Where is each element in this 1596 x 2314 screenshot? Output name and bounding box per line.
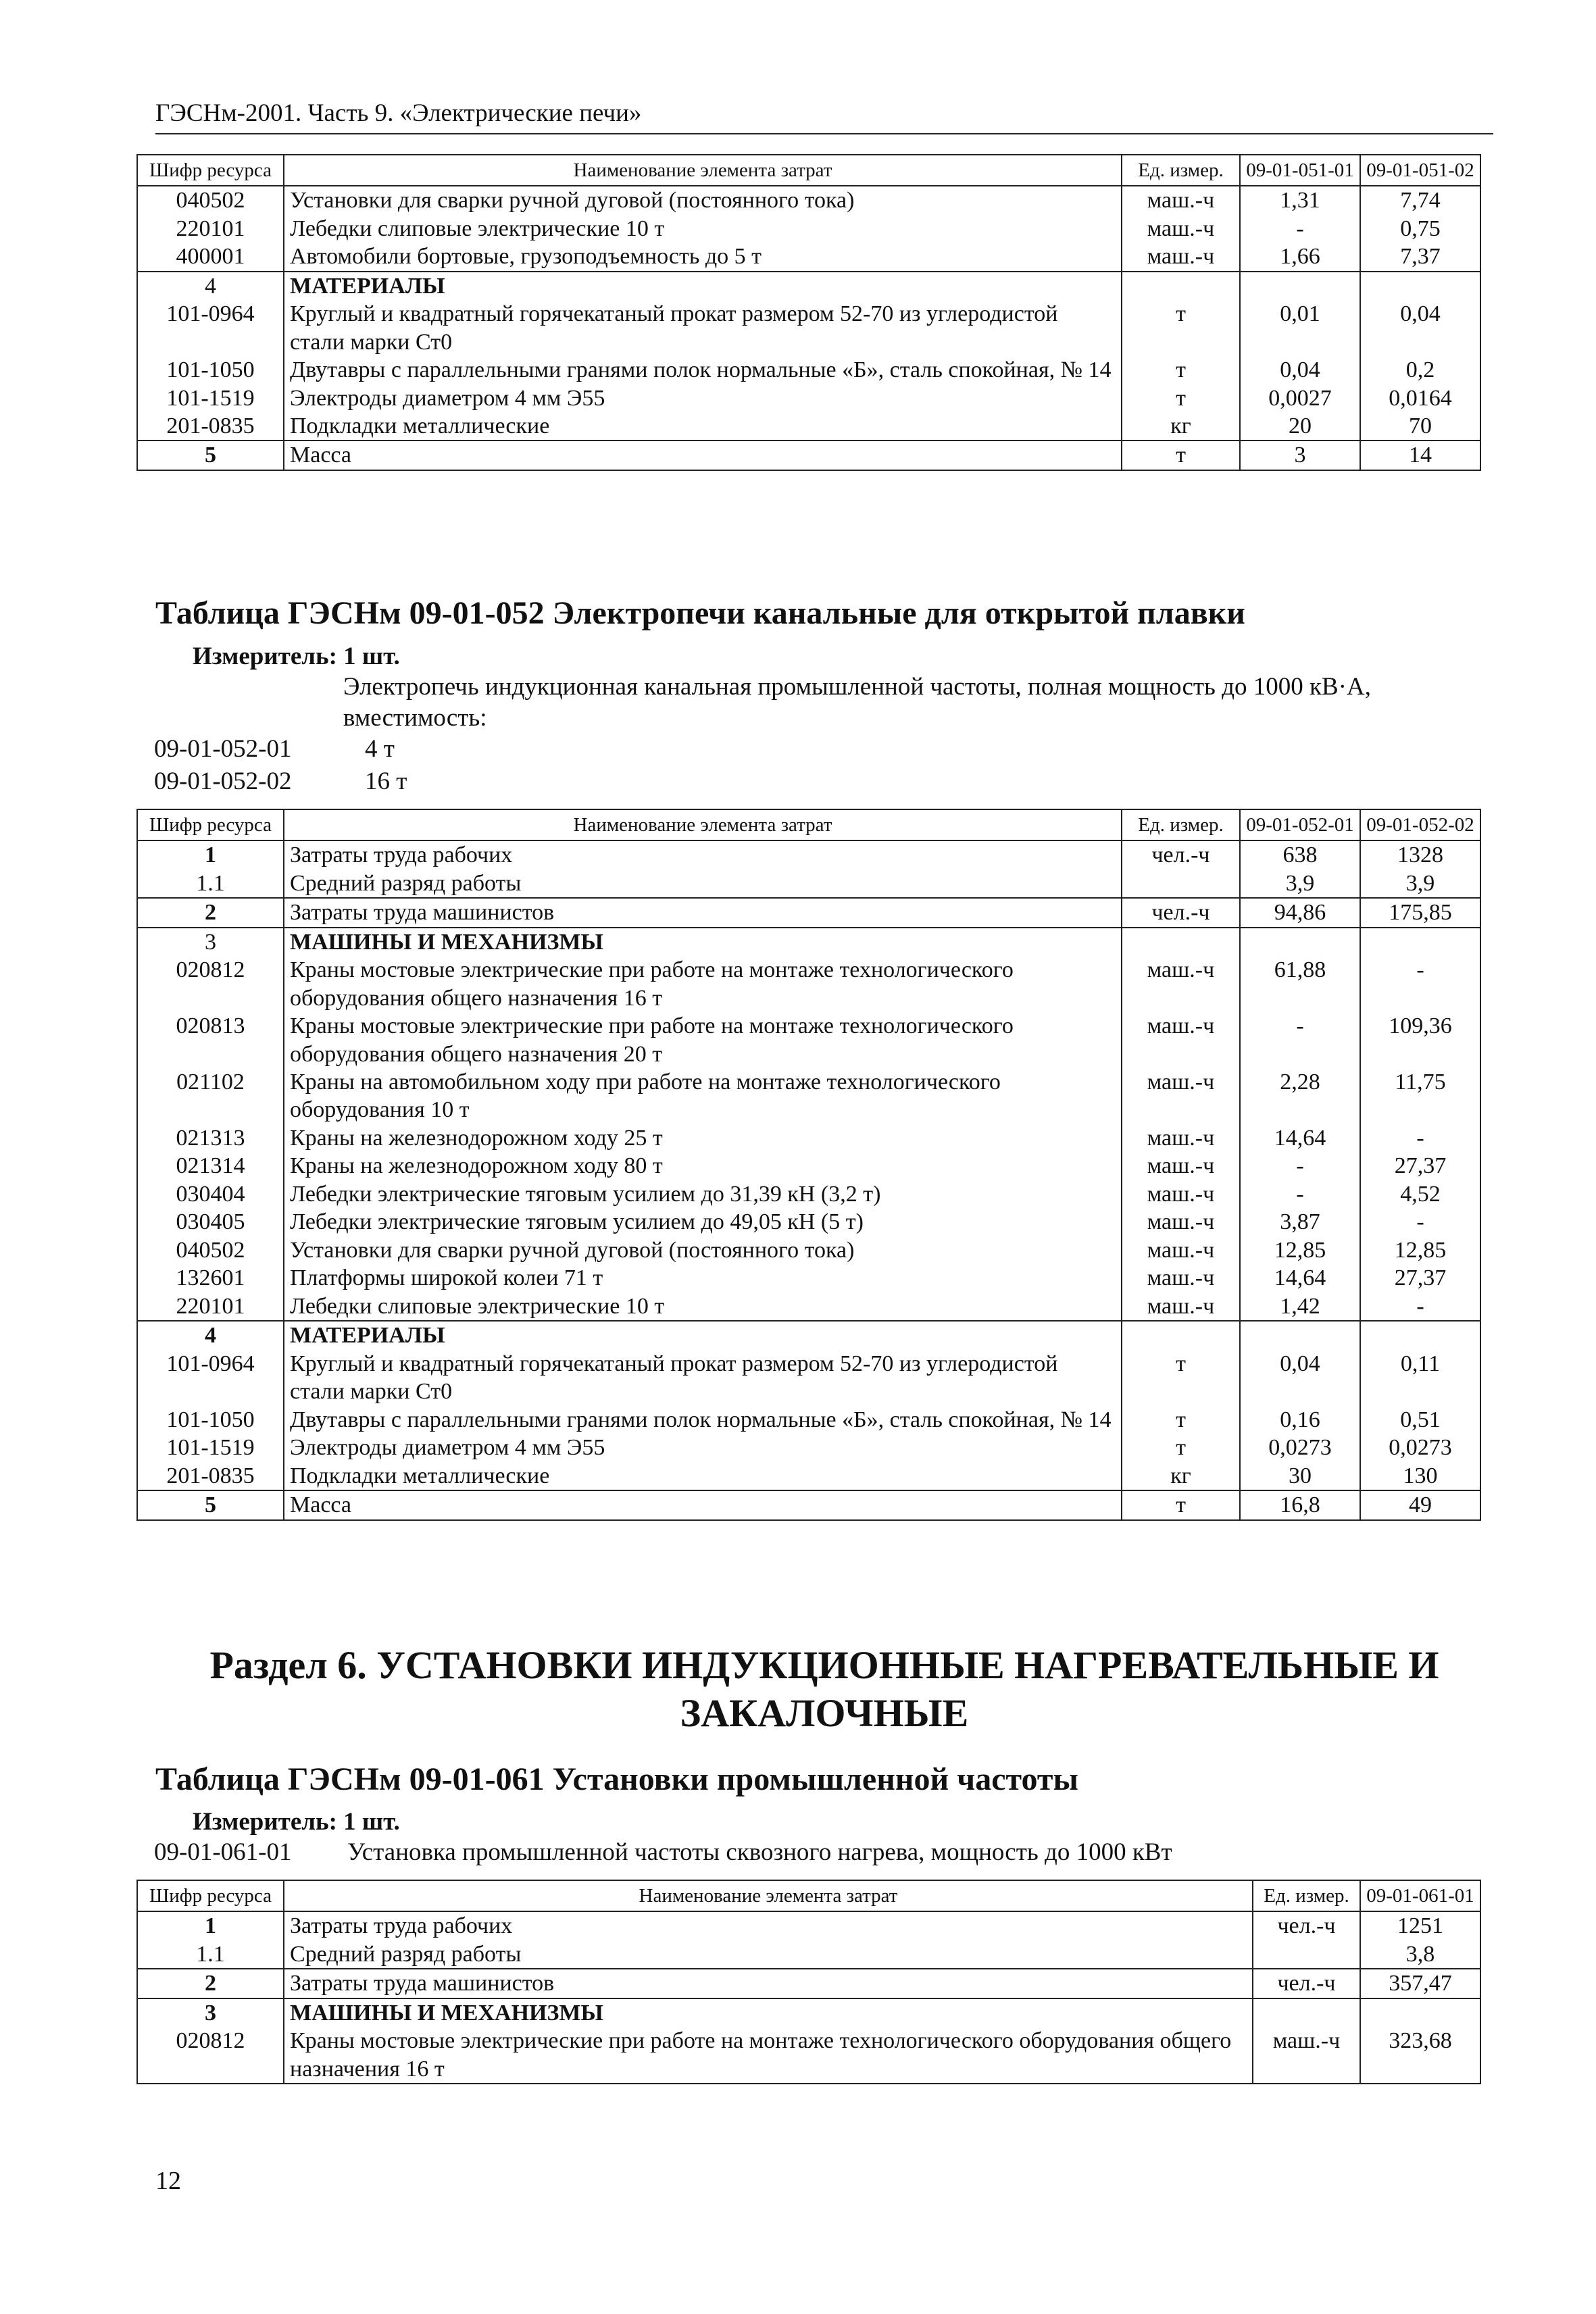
value-051-02: 14 (1360, 441, 1480, 470)
column-header-name: Наименование элемента затрат (284, 1880, 1253, 1911)
table-row (137, 412, 1480, 441)
unit: т (1122, 384, 1240, 412)
resource-table-051 (136, 154, 1480, 471)
variant-value: 4 т (365, 735, 395, 763)
cost-element-name: Затраты труда машинистов (284, 898, 1122, 927)
cost-element-name: Подкладки металлические (284, 412, 1122, 441)
value-052-02: 12,85 (1360, 1236, 1480, 1264)
table-row (137, 441, 1480, 470)
value-052-02: 27,37 (1360, 1152, 1480, 1180)
value-052-02: 109,36 (1360, 1012, 1480, 1068)
table-row (137, 1321, 1480, 1349)
table-row (137, 1292, 1480, 1321)
unit: маш.-ч (1122, 243, 1240, 271)
table-row (137, 1434, 1480, 1461)
value-061-01 (1360, 1998, 1480, 2027)
cost-element-name: Двутавры с параллельными гранями полок нормальные «Б», сталь спокойная, № 14 (284, 1406, 1122, 1434)
column-header-unit: Ед. измер. (1122, 155, 1240, 186)
unit: маш.-ч (1122, 1236, 1240, 1264)
resource-code: 201-0835 (137, 1462, 284, 1490)
value-052-01: 3,87 (1240, 1208, 1360, 1236)
column-header-code: Шифр ресурса (137, 155, 284, 186)
resource-code: 132601 (137, 1264, 284, 1292)
cost-element-name: Подкладки металлические (284, 1462, 1122, 1490)
unit: т (1122, 1350, 1240, 1406)
unit: т (1122, 1406, 1240, 1434)
value-051-02: 0,75 (1360, 215, 1480, 243)
table-row (137, 384, 1480, 412)
table-row (137, 1264, 1480, 1292)
value-052-02: 0,51 (1360, 1406, 1480, 1434)
unit: чел.-ч (1122, 898, 1240, 927)
table-row (137, 1406, 1480, 1434)
table-row (137, 928, 1480, 956)
value-052-01: 94,86 (1240, 898, 1360, 927)
value-052-01 (1240, 928, 1360, 956)
value-051-01: 1,66 (1240, 243, 1360, 271)
unit: т (1122, 1490, 1240, 1519)
resource-code: 101-1519 (137, 384, 284, 412)
resource-code: 201-0835 (137, 412, 284, 441)
cost-element-name: Краны мостовые электрические при работе на монтаже технологического оборудования общего назначения 16 т (284, 956, 1122, 1012)
cost-element-name: Электроды диаметром 4 мм Э55 (284, 1434, 1122, 1461)
value-051-02: 70 (1360, 412, 1480, 441)
value-051-01: - (1240, 215, 1360, 243)
value-051-01: 0,04 (1240, 356, 1360, 384)
value-051-02: 0,2 (1360, 356, 1480, 384)
resource-code: 101-0964 (137, 300, 284, 356)
unit (1253, 1940, 1360, 1969)
resource-code: 5 (137, 441, 284, 470)
unit: т (1122, 1434, 1240, 1461)
value-052-02: - (1360, 1124, 1480, 1152)
value-052-01: 14,64 (1240, 1124, 1360, 1152)
unit: чел.-ч (1122, 840, 1240, 869)
table-row (137, 243, 1480, 271)
value-052-02: 0,11 (1360, 1350, 1480, 1406)
resource-code: 040502 (137, 1236, 284, 1264)
table-title-061: Таблица ГЭСНм 09-01-061 Установки промышленной частоты (155, 1761, 1078, 1797)
variant-value: 16 т (365, 768, 407, 795)
value-051-02: 7,37 (1360, 243, 1480, 271)
unit: маш.-ч (1122, 1068, 1240, 1124)
cost-element-name: Краны мостовые электрические при работе на монтаже технологического оборудования общего назначения 20 т (284, 1012, 1122, 1068)
unit: т (1122, 300, 1240, 356)
column-header-061-01: 09-01-061-01 (1360, 1880, 1480, 1911)
value-052-01: - (1240, 1012, 1360, 1068)
cost-element-name: Краны на автомобильном ходу при работе на монтаже технологического оборудования 10 т (284, 1068, 1122, 1124)
cost-element-name: Платформы широкой колеи 71 т (284, 1264, 1122, 1292)
unit: кг (1122, 1462, 1240, 1490)
resource-code: 030404 (137, 1180, 284, 1208)
group-heading: МАТЕРИАЛЫ (284, 272, 1122, 300)
value-052-01: 3,9 (1240, 870, 1360, 898)
group-heading: МАТЕРИАЛЫ (284, 1321, 1122, 1349)
unit (1122, 1321, 1240, 1349)
table-row (137, 1998, 1480, 2027)
group-heading: МАШИНЫ И МЕХАНИЗМЫ (284, 928, 1122, 956)
resource-table-052 (136, 809, 1480, 1521)
value-052-01: - (1240, 1180, 1360, 1208)
cost-element-name: Лебедки слиповые электрические 10 т (284, 1292, 1122, 1321)
table-row (137, 2027, 1480, 2084)
value-052-01: 30 (1240, 1462, 1360, 1490)
table-row (137, 1012, 1480, 1068)
measure-label-061: Измеритель: 1 шт. (193, 1808, 400, 1836)
value-052-02: 130 (1360, 1462, 1480, 1490)
value-051-01: 0,01 (1240, 300, 1360, 356)
cost-element-name: Круглый и квадратный горячекатаный прокат размером 52-70 из углеродистой стали марки Ст0 (284, 300, 1122, 356)
cost-element-name: Средний разряд работы (284, 1940, 1253, 1969)
resource-code: 101-0964 (137, 1350, 284, 1406)
resource-code: 030405 (137, 1208, 284, 1236)
resource-code: 3 (137, 928, 284, 956)
value-051-01: 20 (1240, 412, 1360, 441)
value-052-01: 0,04 (1240, 1350, 1360, 1406)
cost-element-name: Электроды диаметром 4 мм Э55 (284, 384, 1122, 412)
value-061-01: 1251 (1360, 1911, 1480, 1940)
resource-code: 400001 (137, 243, 284, 271)
resource-code: 101-1050 (137, 356, 284, 384)
value-052-01: 12,85 (1240, 1236, 1360, 1264)
value-052-02: 1328 (1360, 840, 1480, 869)
table-row (137, 1124, 1480, 1152)
resource-code: 5 (137, 1490, 284, 1519)
value-052-01: 16,8 (1240, 1490, 1360, 1519)
cost-element-name: Установки для сварки ручной дуговой (постоянного тока) (284, 186, 1122, 214)
table-row (137, 215, 1480, 243)
unit (1253, 1998, 1360, 2027)
table-row (137, 356, 1480, 384)
resource-table-061 (136, 1880, 1480, 2084)
variant-code: 09-01-061-01 (154, 1838, 292, 1866)
value-052-02: 27,37 (1360, 1264, 1480, 1292)
table-row (137, 1068, 1480, 1124)
resource-code: 1.1 (137, 1940, 284, 1969)
column-header-051-01: 09-01-051-01 (1240, 155, 1360, 186)
value-052-02: 11,75 (1360, 1068, 1480, 1124)
column-header-unit: Ед. измер. (1122, 809, 1240, 840)
resource-code: 1 (137, 1911, 284, 1940)
value-051-02: 0,0164 (1360, 384, 1480, 412)
unit: маш.-ч (1122, 1012, 1240, 1068)
resource-code: 021314 (137, 1152, 284, 1180)
value-052-01: 0,16 (1240, 1406, 1360, 1434)
resource-code: 040502 (137, 186, 284, 214)
resource-code: 220101 (137, 1292, 284, 1321)
table-row (137, 1180, 1480, 1208)
table-row (137, 272, 1480, 300)
unit (1122, 272, 1240, 300)
page-header: ГЭСНм-2001. Часть 9. «Электрические печи» (155, 100, 1493, 134)
cost-element-name: Двутавры с параллельными гранями полок нормальные «Б», сталь спокойная, № 14 (284, 356, 1122, 384)
unit: маш.-ч (1122, 1180, 1240, 1208)
group-heading: МАШИНЫ И МЕХАНИЗМЫ (284, 1998, 1253, 2027)
value-051-01: 0,0027 (1240, 384, 1360, 412)
cost-element-name: Круглый и квадратный горячекатаный прокат размером 52-70 из углеродистой стали марки Ст0 (284, 1350, 1122, 1406)
value-051-01: 3 (1240, 441, 1360, 470)
cost-element-name: Затраты труда рабочих (284, 840, 1122, 869)
table-title-052: Таблица ГЭСНм 09-01-052 Электропечи канальные для открытой плавки (155, 595, 1245, 631)
table-row (137, 898, 1480, 927)
value-052-02: 175,85 (1360, 898, 1480, 927)
resource-code: 101-1519 (137, 1434, 284, 1461)
cost-element-name: Масса (284, 1490, 1122, 1519)
value-052-02: - (1360, 956, 1480, 1012)
value-052-02 (1360, 928, 1480, 956)
variant-description: Установка промышленной частоты сквозного нагрева, мощность до 1000 кВт (347, 1838, 1172, 1866)
resource-code: 020812 (137, 956, 284, 1012)
table-row (137, 1462, 1480, 1490)
value-052-01: 1,42 (1240, 1292, 1360, 1321)
cost-element-name: Краны мостовые электрические при работе на монтаже технологического оборудования общего назначения 16 т (284, 2027, 1253, 2084)
resource-code: 2 (137, 898, 284, 927)
value-052-01: 2,28 (1240, 1068, 1360, 1124)
resource-code: 021102 (137, 1068, 284, 1124)
cost-element-name: Масса (284, 441, 1122, 470)
value-052-01: 61,88 (1240, 956, 1360, 1012)
value-061-01: 323,68 (1360, 2027, 1480, 2084)
value-051-01 (1240, 272, 1360, 300)
unit: маш.-ч (1122, 1152, 1240, 1180)
value-052-02: 49 (1360, 1490, 1480, 1519)
cost-element-name: Затраты труда машинистов (284, 1969, 1253, 1998)
value-051-02: 0,04 (1360, 300, 1480, 356)
unit: маш.-ч (1122, 956, 1240, 1012)
column-header-code: Шифр ресурса (137, 1880, 284, 1911)
resource-code: 020813 (137, 1012, 284, 1068)
resource-code: 101-1050 (137, 1406, 284, 1434)
value-052-02: 3,9 (1360, 870, 1480, 898)
unit: маш.-ч (1122, 1264, 1240, 1292)
unit: маш.-ч (1122, 1292, 1240, 1321)
value-051-02 (1360, 272, 1480, 300)
unit: маш.-ч (1122, 215, 1240, 243)
table-row (137, 870, 1480, 898)
measure-label-052: Измеритель: 1 шт. (193, 643, 400, 670)
resource-code: 3 (137, 1998, 284, 2027)
resource-code: 1 (137, 840, 284, 869)
unit: маш.-ч (1122, 186, 1240, 214)
cost-element-name: Установки для сварки ручной дуговой (постоянного тока) (284, 1236, 1122, 1264)
table-row (137, 1969, 1480, 1998)
column-header-052-02: 09-01-052-02 (1360, 809, 1480, 840)
variant-code: 09-01-052-01 (154, 735, 292, 763)
resource-code: 1.1 (137, 870, 284, 898)
cost-element-name: Автомобили бортовые, грузоподъемность до 5 т (284, 243, 1122, 271)
value-052-01: - (1240, 1152, 1360, 1180)
table-row (137, 1940, 1480, 1969)
unit: т (1122, 441, 1240, 470)
page-number: 12 (155, 2167, 181, 2195)
value-052-02: - (1360, 1208, 1480, 1236)
table-row (137, 1350, 1480, 1406)
table-row (137, 1490, 1480, 1519)
column-header-052-01: 09-01-052-01 (1240, 809, 1360, 840)
cost-element-name: Затраты труда рабочих (284, 1911, 1253, 1940)
value-052-01 (1240, 1321, 1360, 1349)
table-row (137, 300, 1480, 356)
resource-code: 2 (137, 1969, 284, 1998)
column-header-051-02: 09-01-051-02 (1360, 155, 1480, 186)
unit: маш.-ч (1122, 1208, 1240, 1236)
table-row (137, 1236, 1480, 1264)
cost-element-name: Краны на железнодорожном ходу 25 т (284, 1124, 1122, 1152)
cost-element-name: Лебедки электрические тяговым усилием до 31,39 кН (3,2 т) (284, 1180, 1122, 1208)
cost-element-name: Краны на железнодорожном ходу 80 т (284, 1152, 1122, 1180)
value-061-01: 357,47 (1360, 1969, 1480, 1998)
unit: кг (1122, 412, 1240, 441)
column-header-code: Шифр ресурса (137, 809, 284, 840)
resource-code: 021313 (137, 1124, 284, 1152)
cost-element-name: Средний разряд работы (284, 870, 1122, 898)
unit (1122, 928, 1240, 956)
unit (1122, 870, 1240, 898)
resource-code: 4 (137, 272, 284, 300)
table-row (137, 956, 1480, 1012)
resource-code: 220101 (137, 215, 284, 243)
value-052-02: 0,0273 (1360, 1434, 1480, 1461)
column-header-name: Наименование элемента затрат (284, 809, 1122, 840)
column-header-name: Наименование элемента затрат (284, 155, 1122, 186)
value-052-01: 0,0273 (1240, 1434, 1360, 1461)
table-row (137, 1208, 1480, 1236)
variant-code: 09-01-052-02 (154, 768, 292, 795)
value-061-01: 3,8 (1360, 1940, 1480, 1969)
value-052-01: 638 (1240, 840, 1360, 869)
unit: маш.-ч (1253, 2027, 1360, 2084)
unit: чел.-ч (1253, 1969, 1360, 1998)
resource-code: 020812 (137, 2027, 284, 2084)
section-title: Раздел 6. УСТАНОВКИ ИНДУКЦИОННЫЕ НАГРЕВАТЕЛЬНЫЕ И ЗАКАЛОЧНЫЕ (209, 1643, 1439, 1735)
value-051-02: 7,74 (1360, 186, 1480, 214)
table-row (137, 1911, 1480, 1940)
unit: т (1122, 356, 1240, 384)
table-row (137, 840, 1480, 869)
cost-element-name: Лебедки слиповые электрические 10 т (284, 215, 1122, 243)
value-051-01: 1,31 (1240, 186, 1360, 214)
table-row (137, 1152, 1480, 1180)
unit: маш.-ч (1122, 1124, 1240, 1152)
table-row (137, 186, 1480, 214)
column-header-unit: Ед. измер. (1253, 1880, 1360, 1911)
cost-element-name: Лебедки электрические тяговым усилием до 49,05 кН (5 т) (284, 1208, 1122, 1236)
value-052-02: - (1360, 1292, 1480, 1321)
unit: чел.-ч (1253, 1911, 1360, 1940)
table-description-052: Электропечь индукционная канальная промышленной частоты, полная мощность до 1000 кВ·А, вместимость: (343, 673, 1371, 732)
value-052-01: 14,64 (1240, 1264, 1360, 1292)
resource-code: 4 (137, 1321, 284, 1349)
value-052-02 (1360, 1321, 1480, 1349)
value-052-02: 4,52 (1360, 1180, 1480, 1208)
